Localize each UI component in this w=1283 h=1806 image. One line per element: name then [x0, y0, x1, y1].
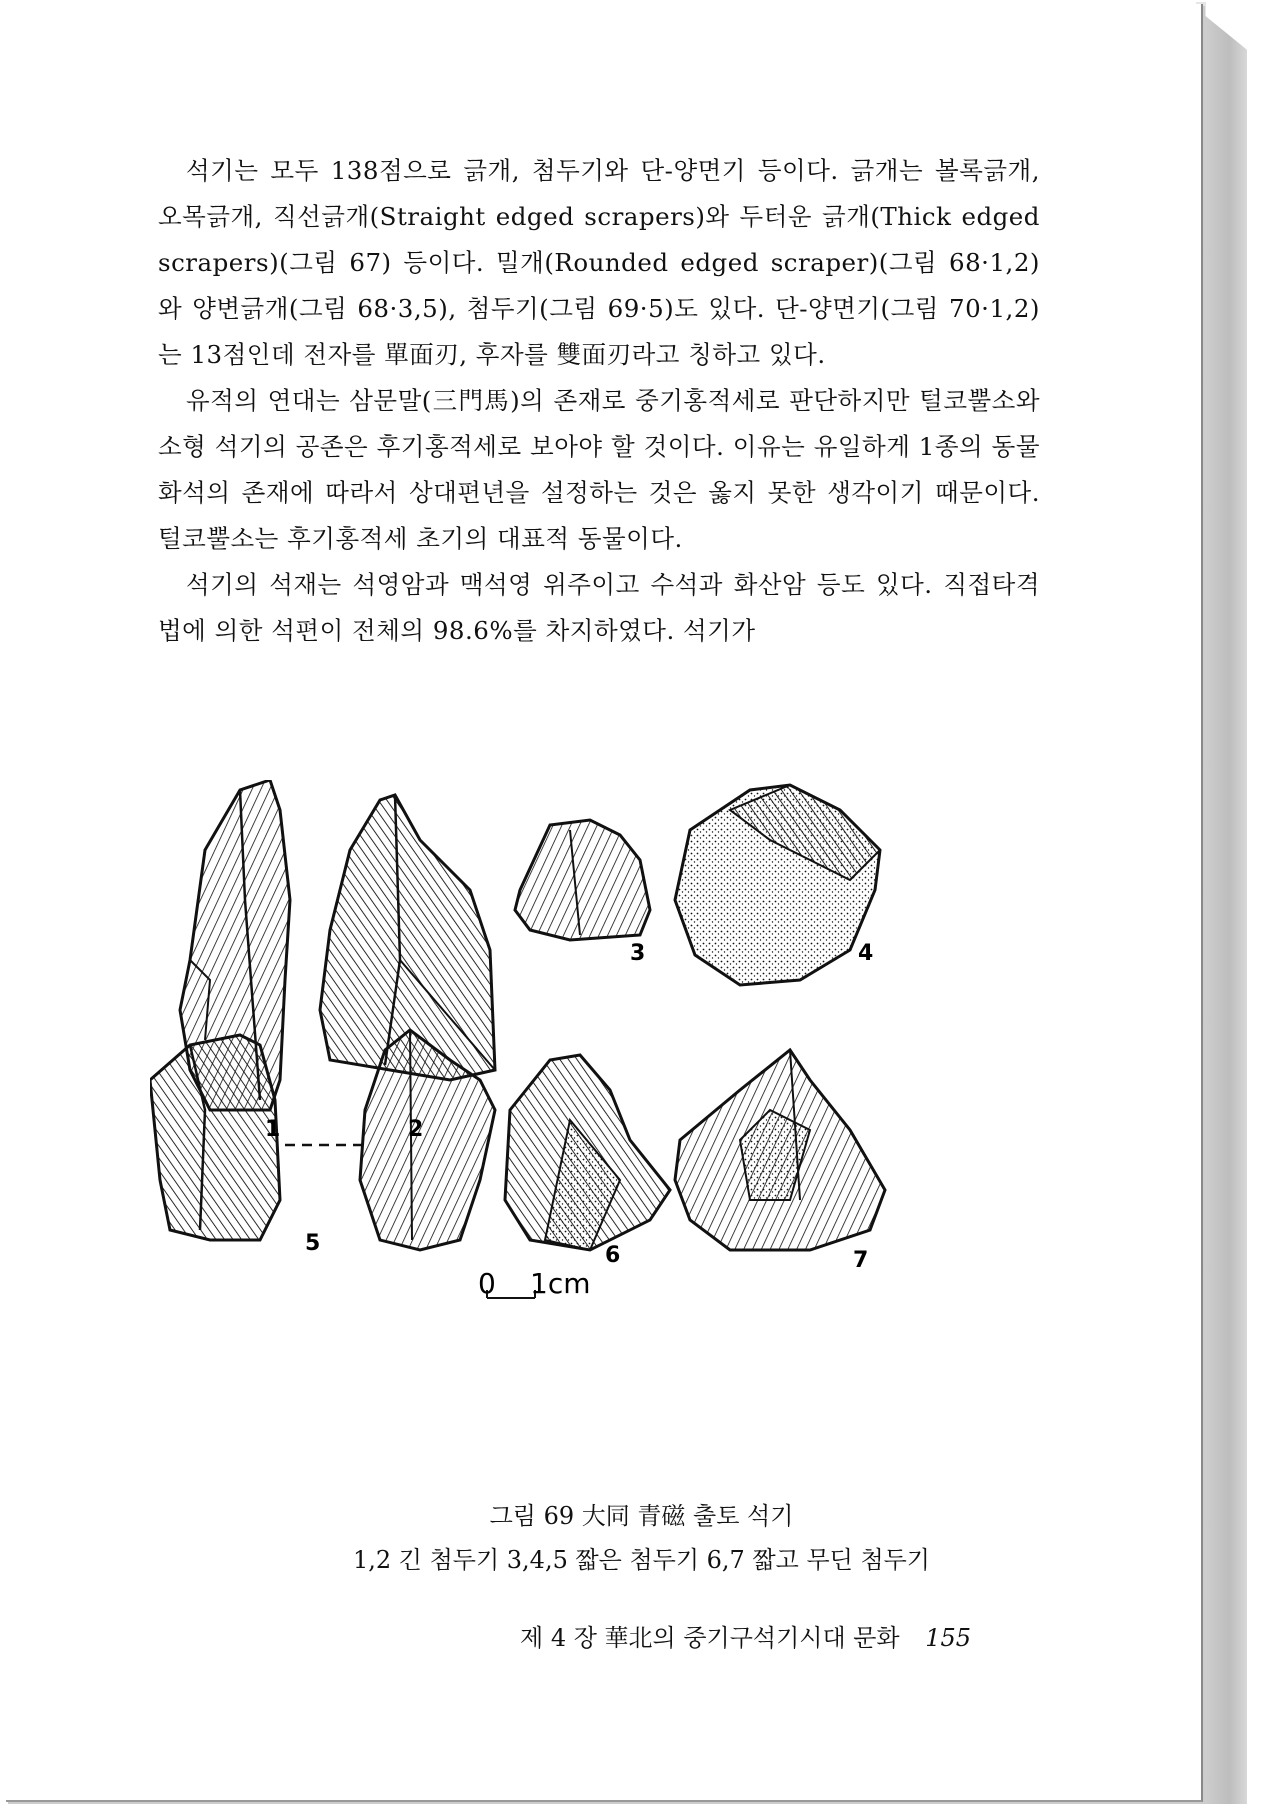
figure-label-3: 3 [630, 941, 646, 966]
stone-tool-6 [505, 1055, 670, 1250]
body-text [158, 148, 1040, 654]
paragraph-1: 석기는 모두 138점으로 긁개, 첨두기와 단-양면기 등이다. 긁개는 볼록긁개, 오목긁개, 직선긁개(Straight edged scrapers)와 두터운 긁개(Thick edged scrapers)(그림 67) 등이다. 밀개(Rounded edged scraper)(그림 68·1,2)와 양변긁개(그림 68·3,5), 첨두기(그림 69·5)도 있다. 단-양면기(그림 70·1,2)는 13점인데 전자를 單面刃, 후자를 雙面刃라고 칭하고 있다. [158, 156, 1040, 369]
chapter-title: 제 4 장 華北의 중기구석기시대 문화 [520, 1624, 900, 1652]
figure-caption-title: 그림 69 大同 青磁 출토 석기 [489, 1502, 794, 1530]
figure-label-4: 4 [858, 941, 874, 966]
scale-bar [478, 1267, 590, 1300]
scale-zero-label: 0 [478, 1267, 496, 1300]
page-footer [520, 1618, 971, 1653]
page-number: 155 [925, 1624, 972, 1652]
stone-tools-figure [150, 780, 1050, 1480]
figure-caption-legend: 1,2 긴 첨두기 3,4,5 짧은 첨두기 6,7 짧고 무딘 첨두기 [352, 1546, 930, 1574]
stone-tool-3 [515, 820, 650, 940]
stone-tool-4 [675, 785, 880, 985]
paragraph-3: 석기의 석재는 석영암과 맥석영 위주이고 수석과 화산암 등도 있다. 직접타격법에 의한 석편이 전체의 98.6%를 차지하였다. 석기가 [158, 570, 1040, 645]
stone-tool-7 [675, 1050, 885, 1250]
figure-label-7: 7 [853, 1248, 869, 1273]
stone-tool-5 [150, 1030, 495, 1250]
figure-label-5: 5 [305, 1231, 321, 1256]
book-spine [1203, 14, 1247, 1804]
figure-label-2: 2 [408, 1117, 424, 1142]
figure-label-6: 6 [605, 1243, 621, 1268]
scale-unit-label: 1cm [530, 1267, 591, 1300]
figure-label-1: 1 [265, 1117, 281, 1142]
paragraph-2: 유적의 연대는 삼문말(三門馬)의 존재로 중기홍적세로 판단하지만 털코뿔소와 소형 석기의 공존은 후기홍적세로 보아야 할 것이다. 이유는 유일하게 1종의 동물화석의 존재에 따라서 상대편년을 설정하는 것은 옳지 못한 생각이기 때문이다. 털코뿔소는 후기홍적세 초기의 대표적 동물이다. [158, 386, 1040, 553]
